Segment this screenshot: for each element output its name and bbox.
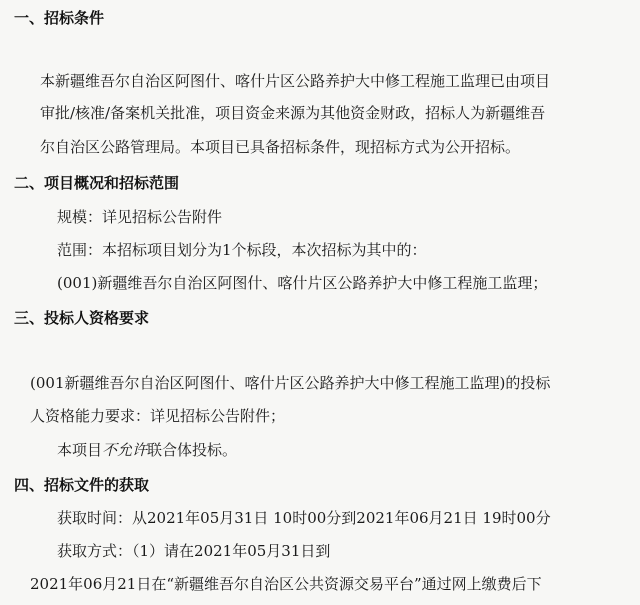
consortium-emphasis: 不允许 — [102, 441, 148, 459]
scope-line: 范围：本招标项目划分为1个标段，本次招标为其中的： — [57, 241, 427, 259]
section-2-heading: 二、项目概况和招标范围 — [14, 174, 180, 192]
section-1-paragraph-line-1: 本新疆维吾尔自治区阿图什、喀什片区公路养护大中修工程施工监理已由项目 — [40, 72, 551, 90]
section-1-heading: 一、招标条件 — [14, 9, 105, 27]
consortium-suffix: 联合体投标。 — [147, 441, 238, 459]
qualification-line-2: 人资格能力要求：详见招标公告附件； — [30, 407, 286, 425]
consortium-line — [57, 440, 237, 460]
scale-line: 规模：详见招标公告附件 — [57, 208, 223, 226]
lot-line: (001)新疆维吾尔自治区阿图什、喀什片区公路养护大中修工程施工监理； — [57, 274, 548, 292]
acquisition-method-continued: 2021年06月21日在“新疆维吾尔自治区公共资源交易平台”通过网上缴费后下 — [30, 575, 542, 593]
section-1-paragraph-line-2: 审批/核准/备案机关批准，项目资金来源为其他资金财政，招标人为新疆维吾 — [40, 104, 546, 122]
section-3-heading: 三、投标人资格要求 — [14, 309, 150, 327]
consortium-prefix: 本项目 — [57, 441, 103, 459]
acquisition-time-line: 获取时间：从2021年05月31日 10时00分到2021年06月21日 19时00分 — [57, 509, 551, 527]
section-1-paragraph-line-3: 尔自治区公路管理局。本项目已具备招标条件，现招标方式为公开招标。 — [40, 138, 521, 156]
qualification-line-1: (001新疆维吾尔自治区阿图什、喀什片区公路养护大中修工程施工监理)的投标 — [30, 374, 551, 392]
acquisition-method-line: 获取方式：（1）请在2021年05月31日到 — [57, 542, 331, 560]
section-4-heading: 四、招标文件的获取 — [14, 476, 150, 494]
